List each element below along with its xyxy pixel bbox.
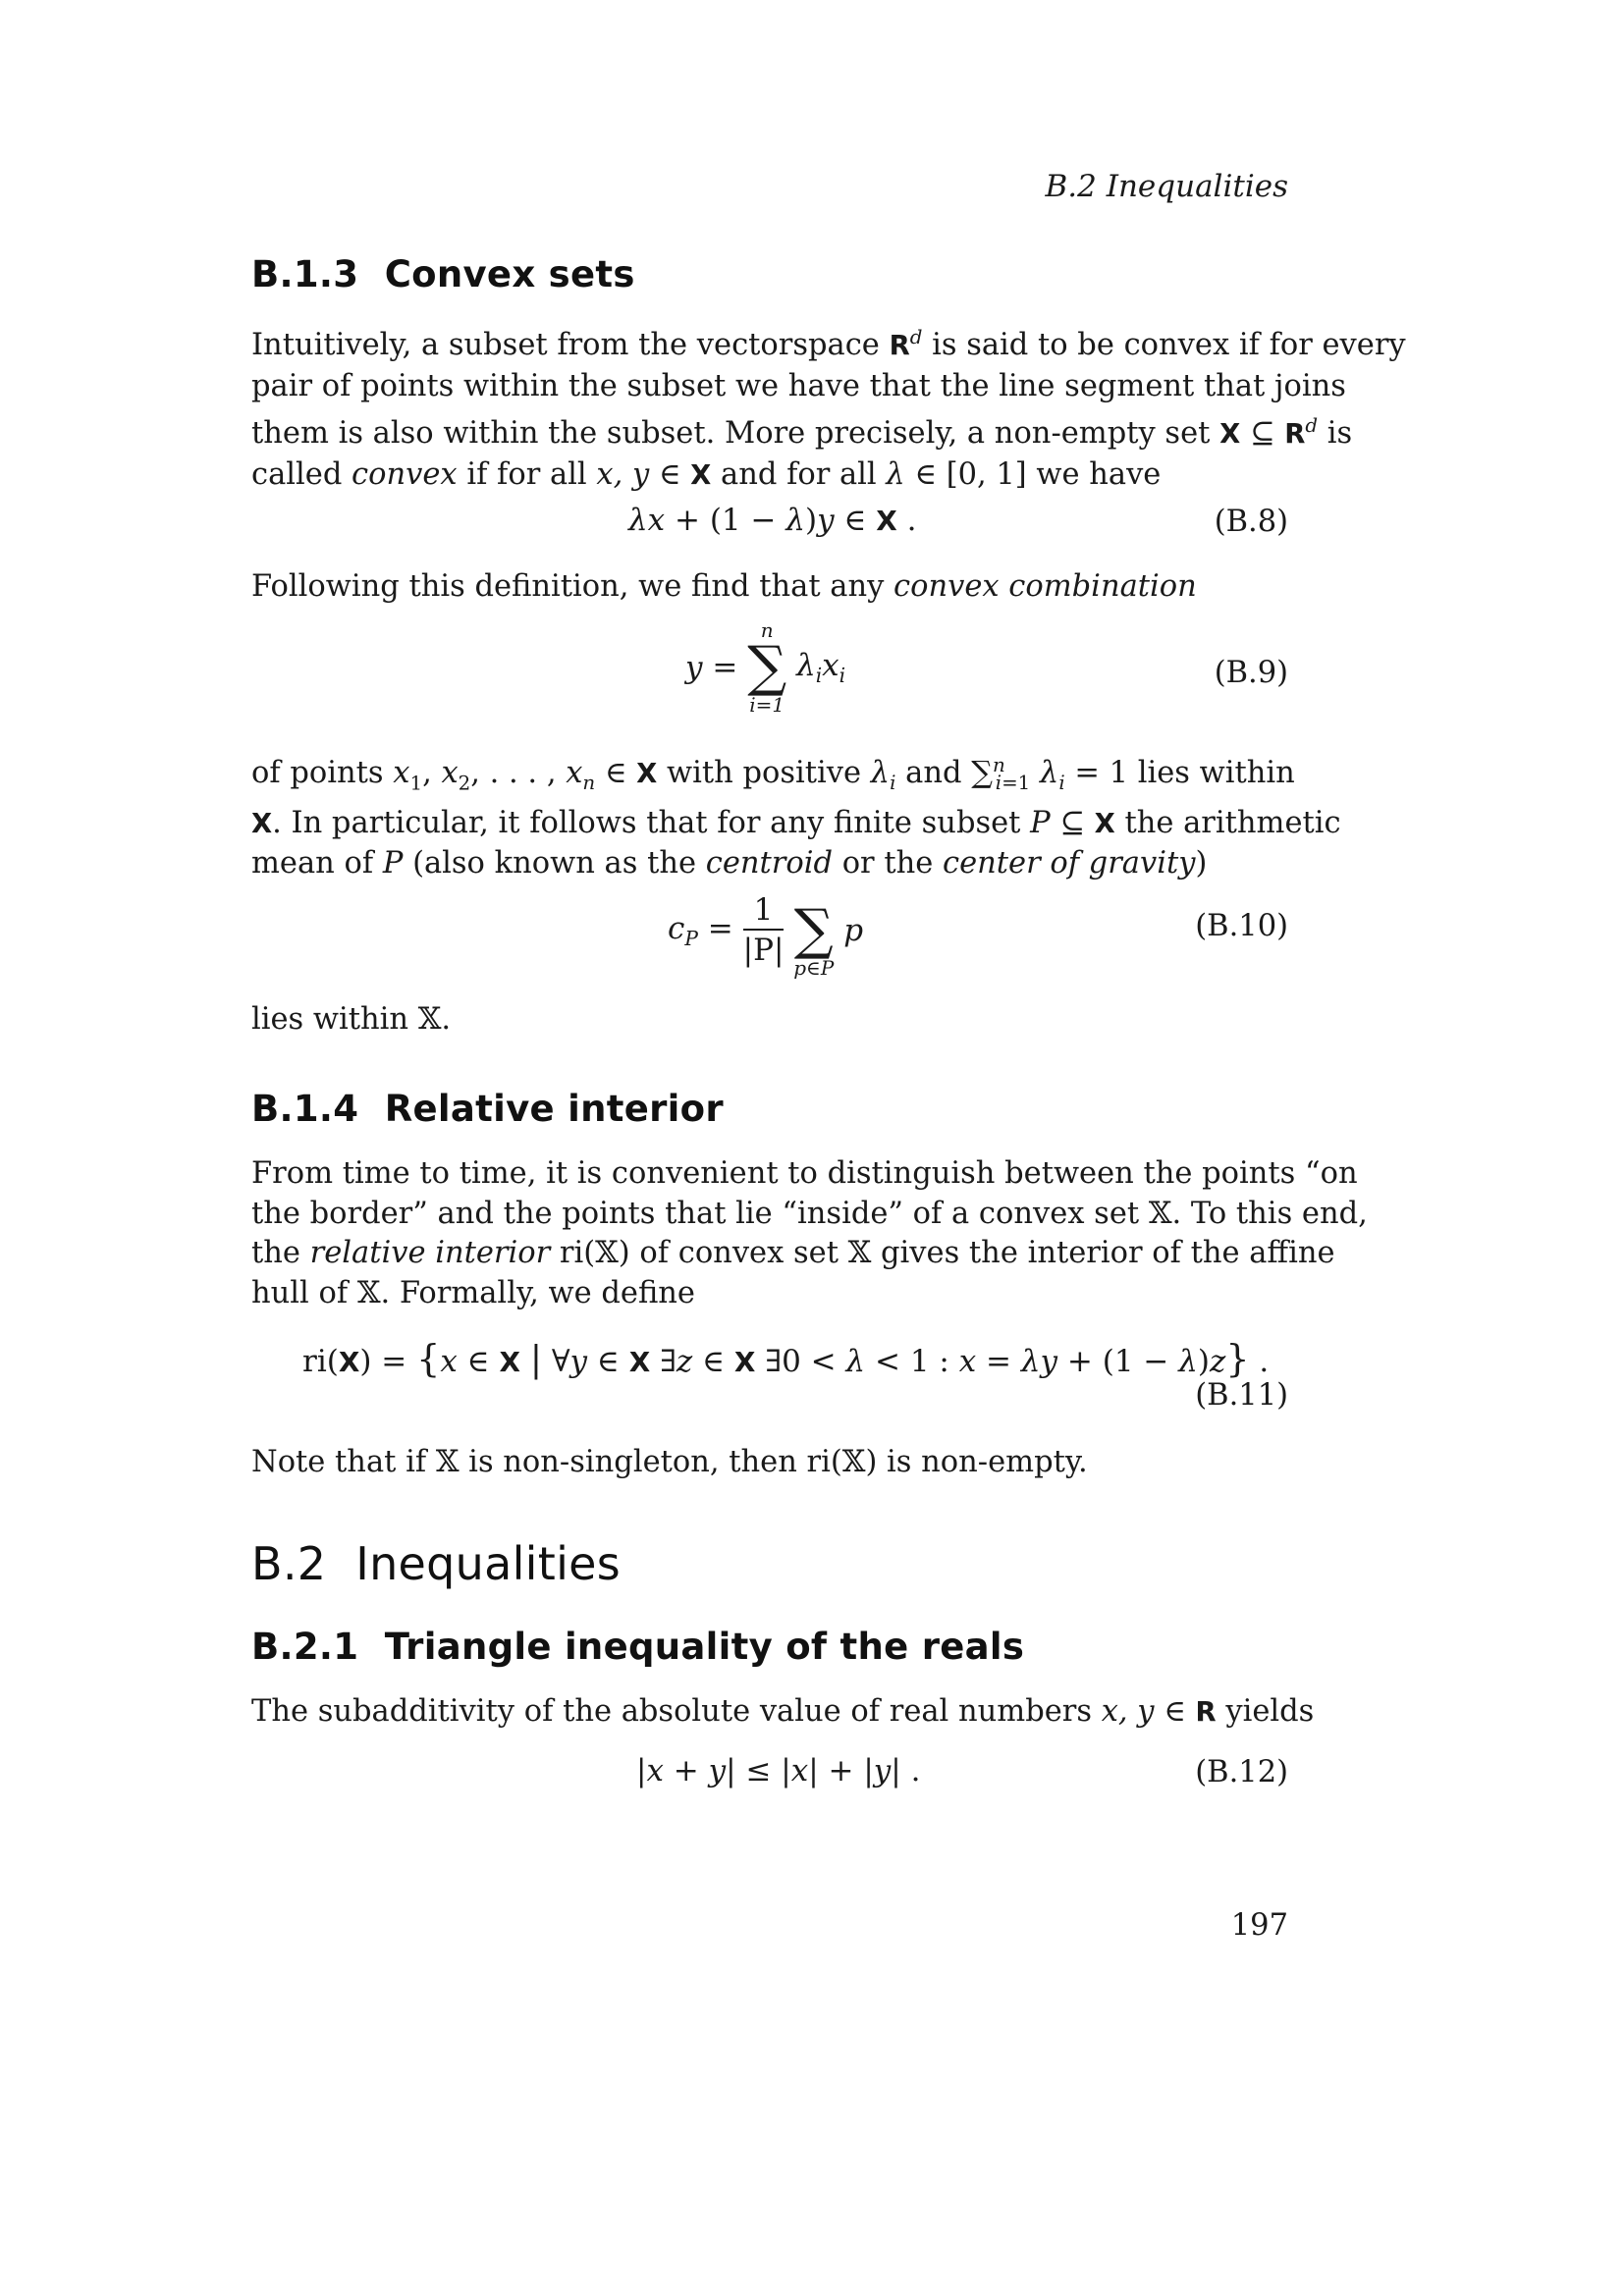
text: Intuitively, a subset from the vectorspace [251, 328, 890, 363]
denominator: |P| [742, 933, 785, 968]
upper-limit: n [760, 618, 774, 642]
equation-b9: y = n ∑ i=1 $\lambda_ix_i$ [685, 618, 846, 717]
text: Note that if 𝕏 is non-singleton, then ri(𝕏) is non-empty. [251, 1445, 1088, 1479]
text: From time to time, it is convenient to distinguish between the points “on [251, 1156, 1358, 1191]
section-title: Inequalities [355, 1537, 622, 1590]
equation-b11: ri(X) = {x ∈ X | ∀y ∈ X ∃z ∈ X ∃0 < λ < 1 : x = λy + (1 − λ)z} . [302, 1337, 1270, 1380]
numerator: 1 [743, 891, 785, 931]
paragraph-relative-interior [251, 1154, 1368, 1313]
page-number: 197 [1230, 1908, 1288, 1943]
text: is [1318, 416, 1353, 452]
paragraph-subadditivity: The subadditivity of the absolute value of real numbers x, y ∈ R yields [251, 1694, 1315, 1729]
section-number: B.2 [251, 1537, 327, 1590]
equation-label: (B.11) [1195, 1378, 1288, 1413]
text: of points [251, 756, 394, 791]
section-number: B.2.1 [251, 1626, 359, 1668]
text: Following this definition, we find that any [251, 569, 894, 604]
emphasis: convex [352, 456, 458, 492]
paragraph-non-singleton [251, 1443, 1288, 1483]
paragraph-lies-within [251, 1000, 1288, 1041]
equation-label: (B.8) [1214, 505, 1288, 539]
text: lies within 𝕏. [251, 1002, 452, 1037]
text: . In particular, it follows that for any finite subset [272, 805, 1031, 840]
emphasis: center of gravity [942, 846, 1196, 881]
text: mean of [251, 846, 383, 881]
text: pair of points within the subset we have that the line segment that joins [251, 368, 1346, 403]
section-title: Triangle inequality of the reals [384, 1626, 1025, 1668]
emphasis: centroid [705, 846, 833, 881]
text: with positive [657, 756, 871, 791]
equation-label: (B.10) [1195, 909, 1288, 943]
text: and [895, 756, 972, 791]
text: the [251, 1236, 310, 1270]
equation-label: (B.12) [1195, 1755, 1288, 1789]
summand: p [843, 913, 864, 948]
section-number: B.1.4 [251, 1088, 359, 1130]
running-head: B.2 Inequalities [1045, 169, 1288, 204]
summation-symbol: n ∑ i=1 [747, 618, 787, 717]
section-heading-b21 [251, 1626, 1024, 1668]
equation-b10: $c_P$ = $\frac{1}{|P|}$ ∑ p∈P p [668, 883, 863, 978]
text: The subadditivity of the absolute value of real numbers [251, 1694, 1102, 1729]
paragraph-centroid: of points $x_1$, $x_2$, . . . , $x_n$ ∈ X with positive $\lambda_i$ and ∑$^n_{i=1}$ $\lambda_i = 1$ lies within X. In particular, it follows that for any finite subset P ⊆ X the arithmetic mean of P (also known as the centroid or the center of gravity) [251, 754, 1341, 881]
section-heading-b14 [251, 1088, 724, 1130]
text: or the [833, 846, 943, 881]
text: is said to be convex if for every [922, 328, 1406, 363]
equation-b12: |x + y| ≤ |x| + |y| . [636, 1753, 921, 1789]
lower-limit: i=1 [749, 693, 785, 717]
text: lies within [1128, 756, 1295, 791]
text: yields [1216, 1694, 1315, 1729]
text: we have [1026, 456, 1162, 492]
text: the arithmetic [1114, 805, 1341, 840]
equation-b8: λx + (1 − λ)y ∈ X . [628, 503, 917, 538]
lower-limit: p∈P [793, 956, 835, 980]
text: called [251, 456, 352, 492]
section-title: Convex sets [384, 253, 635, 295]
text: the border” and the points that lie “inside” of a convex set 𝕏. To this end, [251, 1196, 1368, 1231]
section-number: B.1.3 [251, 253, 359, 295]
section-title: Relative interior [384, 1088, 724, 1130]
text: ri(𝕏) of convex set 𝕏 gives the interior of the affine [550, 1236, 1335, 1270]
text: ) [1195, 846, 1208, 881]
summation-symbol: ∑ p∈P [793, 898, 835, 980]
text: and for all [711, 456, 887, 492]
emphasis: relative interior [309, 1236, 551, 1270]
text: them is also within the subset. More precisely, a non-empty set [251, 416, 1220, 452]
equation-label: (B.9) [1214, 656, 1288, 690]
section-heading-b13 [251, 253, 635, 295]
chapter-heading-b2 [251, 1537, 621, 1590]
emphasis: convex combination [893, 569, 1197, 604]
text: if for all [457, 456, 597, 492]
fraction [743, 891, 785, 970]
paragraph-convex-definition: Intuitively, a subset from the vectorspace $R^d$ is said to be convex if for every pair of points within the subset we have that the line segment that joins them is also within the subset. More precisely, a non-empty set X ⊆ $R^d$ is called convex if for all x, y ∈ X and for all λ ∈ [0, 1] we have [251, 326, 1406, 492]
paragraph-convex-combination [251, 567, 1288, 608]
text: (also known as the [403, 846, 706, 881]
text: hull of 𝕏. Formally, we define [251, 1275, 695, 1310]
